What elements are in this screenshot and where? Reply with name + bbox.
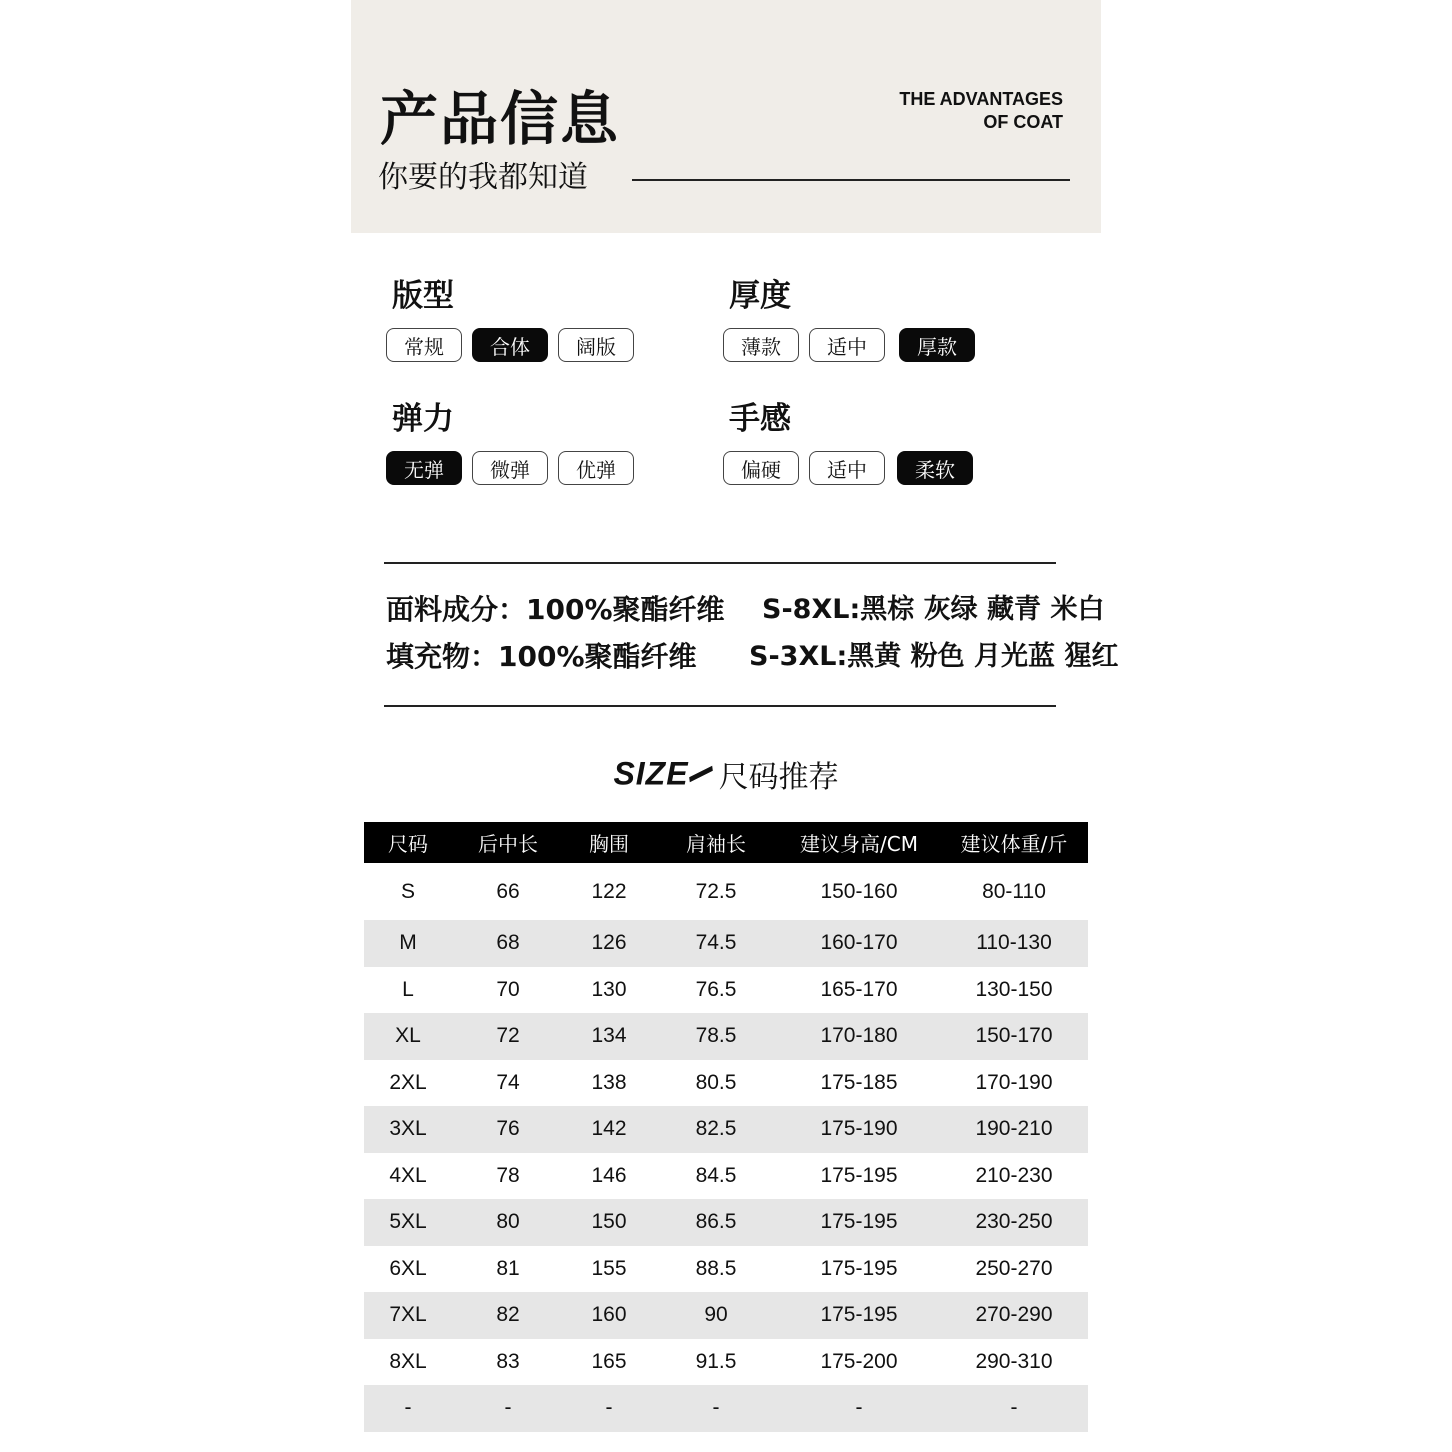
table-cell: 130-150 bbox=[975, 977, 1053, 1001]
table-cell: 160-170 bbox=[778, 920, 940, 967]
table-cell: 84.5 bbox=[695, 1163, 737, 1187]
table-cell: 76 bbox=[452, 1106, 564, 1153]
english-title-line-1: THE ADVANTAGES bbox=[899, 89, 1063, 109]
column-header: 后中长 bbox=[452, 822, 564, 863]
header-divider bbox=[632, 179, 1070, 181]
size-heading bbox=[0, 752, 1452, 796]
table-cell: 175-195 bbox=[778, 1199, 940, 1246]
table-cell: 90 bbox=[654, 1292, 778, 1339]
table-cell: 78 bbox=[496, 1163, 520, 1187]
table-row bbox=[364, 1199, 1088, 1246]
table-cell: 175-190 bbox=[778, 1106, 940, 1153]
table-cell: 150-170 bbox=[940, 1013, 1088, 1060]
table-cell: 72.5 bbox=[695, 879, 737, 903]
chip-fit-regular: 常规 bbox=[386, 328, 462, 362]
table-cell: 210-230 bbox=[975, 1163, 1053, 1187]
column-header: 尺码 bbox=[364, 822, 452, 863]
table-cell: 110-130 bbox=[940, 920, 1088, 967]
table-cell: 165 bbox=[591, 1349, 627, 1373]
chip-thickness-thin: 薄款 bbox=[723, 328, 799, 362]
table-cell: 290-310 bbox=[975, 1349, 1053, 1373]
table-cell: 86.5 bbox=[654, 1199, 778, 1246]
table-cell: 83 bbox=[496, 1349, 520, 1373]
table-cell: 175-195 bbox=[778, 1292, 940, 1339]
chip-thickness-medium: 适中 bbox=[809, 328, 885, 362]
table-cell: 78.5 bbox=[654, 1013, 778, 1060]
table-row bbox=[364, 1292, 1088, 1339]
table-cell: 150-160 bbox=[820, 879, 898, 903]
table-cell: 175-185 bbox=[820, 1070, 898, 1094]
table-cell: 170-180 bbox=[778, 1013, 940, 1060]
page-title: 产品信息 bbox=[380, 85, 621, 153]
chip-thickness-thick-selected: 厚款 bbox=[899, 328, 975, 362]
column-header: 建议体重/斤 bbox=[940, 822, 1088, 863]
table-cell: 74 bbox=[496, 1070, 520, 1094]
table-row bbox=[364, 967, 1088, 1014]
column-header: 胸围 bbox=[564, 822, 654, 863]
chip-feel-medium: 适中 bbox=[809, 451, 885, 485]
table-row bbox=[364, 1106, 1088, 1153]
colors-s-8xl: S-8XL:黑棕 灰绿 藏青 米白 bbox=[762, 594, 1105, 625]
size-table bbox=[364, 822, 1088, 1432]
table-row bbox=[364, 1013, 1088, 1060]
table-cell: 70 bbox=[496, 977, 520, 1001]
column-header: 建议身高/CM bbox=[778, 822, 940, 863]
table-cell: 6XL bbox=[389, 1256, 427, 1280]
chip-elasticity-slight: 微弹 bbox=[472, 451, 548, 485]
table-cell: - bbox=[564, 1385, 654, 1432]
table-cell: 8XL bbox=[389, 1349, 427, 1373]
table-cell: 2XL bbox=[389, 1070, 427, 1094]
column-header: 肩袖长 bbox=[654, 822, 778, 863]
table-cell: 7XL bbox=[364, 1292, 452, 1339]
colors-s-3xl: S-3XL:黑黄 粉色 月光蓝 猩红 bbox=[749, 641, 1119, 672]
table-cell: 74.5 bbox=[654, 920, 778, 967]
table-cell: - bbox=[452, 1385, 564, 1432]
table-cell: 270-290 bbox=[940, 1292, 1088, 1339]
table-cell: 3XL bbox=[364, 1106, 452, 1153]
attr-label: 手感 bbox=[729, 401, 791, 437]
page-subtitle: 你要的我都知道 bbox=[378, 160, 588, 195]
table-cell: 66 bbox=[496, 879, 520, 903]
table-row bbox=[364, 863, 1088, 920]
table-cell: - bbox=[364, 1385, 452, 1432]
table-cell: 155 bbox=[591, 1256, 627, 1280]
table-cell: 190-210 bbox=[940, 1106, 1088, 1153]
size-heading-en: SIZE bbox=[613, 755, 689, 792]
size-table-header bbox=[364, 822, 1088, 863]
table-cell: 160 bbox=[564, 1292, 654, 1339]
table-cell: 82.5 bbox=[654, 1106, 778, 1153]
table-cell: L bbox=[402, 977, 414, 1001]
attr-hand-feel bbox=[723, 399, 983, 485]
table-cell: 80 bbox=[452, 1199, 564, 1246]
table-cell: M bbox=[364, 920, 452, 967]
table-cell: XL bbox=[364, 1013, 452, 1060]
table-cell: 165-170 bbox=[820, 977, 898, 1001]
table-cell: 80-110 bbox=[982, 879, 1046, 903]
attr-thickness bbox=[723, 276, 985, 362]
table-cell: 122 bbox=[591, 879, 627, 903]
table-cell: 5XL bbox=[364, 1199, 452, 1246]
table-cell: 134 bbox=[564, 1013, 654, 1060]
chip-elasticity-good: 优弹 bbox=[558, 451, 634, 485]
table-cell: 4XL bbox=[389, 1163, 427, 1187]
size-heading-zh: 尺码推荐 bbox=[718, 760, 839, 795]
chip-feel-stiff: 偏硬 bbox=[723, 451, 799, 485]
attr-label: 弹力 bbox=[392, 401, 454, 437]
attr-label: 厚度 bbox=[729, 278, 791, 314]
table-row bbox=[364, 1339, 1088, 1386]
table-cell: 175-200 bbox=[820, 1349, 898, 1373]
table-cell: 126 bbox=[564, 920, 654, 967]
chip-fit-loose: 阔版 bbox=[558, 328, 634, 362]
slash-mark bbox=[689, 766, 713, 782]
table-cell: 170-190 bbox=[975, 1070, 1053, 1094]
table-row bbox=[364, 1153, 1088, 1200]
table-cell: 72 bbox=[452, 1013, 564, 1060]
table-cell: 76.5 bbox=[695, 977, 737, 1001]
table-cell: 230-250 bbox=[940, 1199, 1088, 1246]
filling-composition: 填充物：100%聚酯纤维 bbox=[386, 640, 697, 673]
chip-fit-fitted-selected: 合体 bbox=[472, 328, 548, 362]
attr-label: 版型 bbox=[392, 278, 454, 314]
table-cell: 82 bbox=[452, 1292, 564, 1339]
chip-elasticity-none-selected: 无弹 bbox=[386, 451, 462, 485]
table-cell: 91.5 bbox=[695, 1349, 737, 1373]
table-cell: 88.5 bbox=[695, 1256, 737, 1280]
chip-feel-soft-selected: 柔软 bbox=[897, 451, 973, 485]
attr-elasticity bbox=[386, 399, 644, 485]
table-cell: 175-195 bbox=[820, 1163, 898, 1187]
attr-fit bbox=[386, 276, 644, 362]
table-cell: 150 bbox=[564, 1199, 654, 1246]
table-cell: 146 bbox=[591, 1163, 627, 1187]
table-cell: - bbox=[654, 1385, 778, 1432]
table-cell: - bbox=[940, 1385, 1088, 1432]
divider-top bbox=[384, 562, 1056, 564]
table-row bbox=[364, 920, 1088, 967]
table-cell: 142 bbox=[564, 1106, 654, 1153]
table-cell: 175-195 bbox=[820, 1256, 898, 1280]
table-cell: S bbox=[400, 879, 415, 903]
table-cell: 81 bbox=[496, 1256, 520, 1280]
table-cell: 68 bbox=[452, 920, 564, 967]
table-cell: 250-270 bbox=[975, 1256, 1053, 1280]
english-title bbox=[899, 88, 1063, 134]
fabric-composition: 面料成分：100%聚酯纤维 bbox=[386, 593, 725, 626]
table-row bbox=[364, 1060, 1088, 1107]
table-cell: 138 bbox=[591, 1070, 627, 1094]
table-row bbox=[364, 1385, 1088, 1432]
table-cell: - bbox=[778, 1385, 940, 1432]
english-title-line-2: OF COAT bbox=[983, 112, 1063, 132]
table-cell: 80.5 bbox=[695, 1070, 737, 1094]
table-cell: 130 bbox=[591, 977, 627, 1001]
table-row bbox=[364, 1246, 1088, 1293]
divider-bottom bbox=[384, 705, 1056, 707]
